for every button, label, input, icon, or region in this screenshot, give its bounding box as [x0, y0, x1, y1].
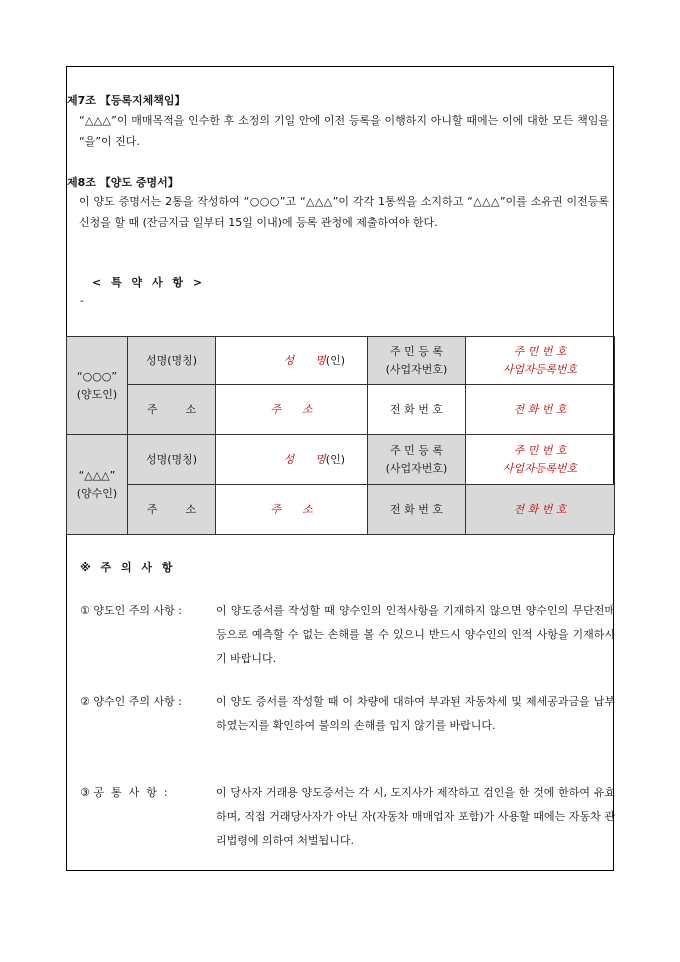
buyer-id-label [368, 435, 466, 485]
buyer-role-cell [67, 435, 128, 535]
buyer-name-value: 성 명 [283, 452, 326, 466]
notice-item-1-label: ① 양도인 주의 사항 : [80, 604, 182, 617]
buyer-id-label-1: 주 민 등 록 [390, 443, 443, 457]
buyer-id-label-2: (사업자번호) [385, 461, 448, 475]
seller-address-cell[interactable] [216, 385, 368, 435]
article7-body: “△△△”이 매매목적을 인수한 후 소정의 기일 안에 이전 등록을 이행하지 아니할 때에는 이에 대한 모든 책임을 “을”이 진다. [79, 114, 609, 148]
notice-item-3-text: 이 당사자 거래용 양도증서는 각 시, 도지사가 제작하고 검인을 한 것에 한하여 유효하며, 직접 거래당사자가 아닌 자(자동차 매매업자 포함)가 사용할 때에는 자동차 관리법령에 의하여 처벌됩니다. [216, 786, 615, 847]
notice-item-2-text: 이 양도 증서를 작성할 때 이 차량에 대하여 부과된 자동차세 및 제세공과금을 납부하였는지를 확인하여 불의의 손해를 입지 않기를 바랍니다. [216, 695, 615, 732]
buyer-address-value: 주 소 [270, 502, 313, 516]
parties-table [66, 336, 615, 535]
seller-name-label: 성명(명칭) [128, 337, 216, 385]
buyer-name-row [67, 435, 615, 485]
buyer-name-label: 성명(명칭) [128, 435, 216, 485]
seller-role: “○○○” [76, 369, 118, 383]
buyer-role: “△△△” [78, 468, 116, 482]
seller-id-label [368, 337, 466, 385]
seller-role-cell [67, 337, 128, 435]
buyer-address-label: 주 소 [128, 485, 216, 535]
buyer-address-cell[interactable] [216, 485, 368, 535]
seller-address-label: 주 소 [128, 385, 216, 435]
seller-name-cell[interactable] [216, 337, 368, 385]
seller-id-cell[interactable] [466, 337, 615, 385]
buyer-phone-cell[interactable] [466, 485, 615, 535]
seller-address-value: 주 소 [270, 402, 313, 416]
buyer-role-sub: (양수인) [76, 486, 118, 500]
buyer-name-cell[interactable] [216, 435, 368, 485]
notice-item-1 [80, 599, 615, 671]
article8-body: 이 양도 증명서는 2통을 작성하여 “○○○”고 “△△△”이 각각 1통씩을 소지하고 “△△△”이를 소유권 이전등록 신청을 할 때 (잔금지급 일부터 15일 이내)에 등록 관청에 제출하여야 한다. [79, 195, 609, 229]
notice-item-2-label: ② 양수인 주의 사항 : [80, 695, 182, 708]
seller-phone-value: 전 화 번 호 [513, 402, 567, 416]
article8-title: 제8조 【양도 증명서】 [67, 176, 179, 189]
seller-role-sub: (양도인) [76, 387, 118, 401]
seller-phone-label: 전 화 번 호 [368, 385, 466, 435]
special-terms-title: < 특 약 사 항 > [92, 276, 206, 289]
seller-id-label-2: (사업자번호) [385, 362, 448, 376]
seller-address-row [67, 385, 615, 435]
seller-id-value-1: 주 민 번 호 [513, 344, 567, 358]
buyer-seal: (인) [325, 452, 345, 466]
seller-phone-cell[interactable] [466, 385, 615, 435]
special-terms-content: - [80, 294, 84, 307]
buyer-id-cell[interactable] [466, 435, 615, 485]
seller-id-label-1: 주 민 등 록 [390, 344, 443, 358]
buyer-phone-label: 전 화 번 호 [368, 485, 466, 535]
seller-id-value-2: 사업자등록번호 [502, 362, 578, 376]
seller-seal: (인) [325, 353, 345, 367]
seller-name-value: 성 명 [283, 353, 326, 367]
buyer-id-value-2: 사업자등록번호 [502, 461, 578, 475]
notice-item-3-label: ③ 공 통 사 항 : [80, 786, 168, 799]
article7-title: 제7조 【등록지체책임】 [67, 94, 186, 107]
notice-item-3 [80, 781, 615, 853]
notice-item-2 [80, 690, 615, 738]
notice-item-1-text: 이 양도증서를 작성할 때 양수인의 인적사항을 기재하지 않으면 양수인의 무단전매 등으로 예측할 수 없는 손해를 볼 수 있으니 반드시 양수인의 인적 사항을 기재하시기 바랍니다. [216, 604, 615, 665]
buyer-id-value-1: 주 민 번 호 [513, 443, 567, 457]
buyer-phone-value: 전 화 번 호 [513, 502, 567, 516]
buyer-address-row [67, 485, 615, 535]
seller-name-row [67, 337, 615, 385]
notice-title: ※ 주 의 사 항 [80, 561, 176, 574]
